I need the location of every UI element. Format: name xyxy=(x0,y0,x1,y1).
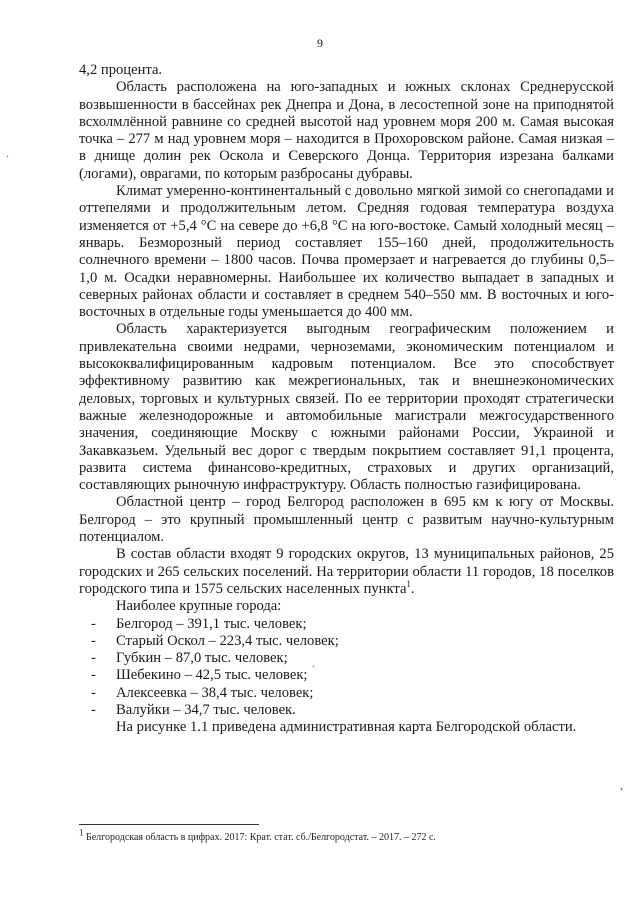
footnote-separator xyxy=(79,824,259,825)
footnote-text: Белгородская область в цифрах. 2017: Крат. стат. сб./Белгородстат. – 2017. – 272 с. xyxy=(86,832,436,843)
paragraph-capital: Областной центр – город Белгород расположен в 695 км к югу от Москвы. Белгород – это крупный промышленный центр с развитым научно-культурным потенциалом. xyxy=(79,494,614,546)
paragraph-economy: Область характеризуется выгодным географическим положением и привлекательна своими недрами, черноземами, экономическим потенциалом и высококвалифицированным кадровым потенциалом. Все это способствует эффективному развитию как межрегиональных, так и внешнеэкономических деловых, торговых и культурных связей. По ее территории проходят стратегически важные железнодорожные и автомобильные магистрали межгосударственного значения, соединяющие Москву с южными районами России, Украиной и Закавказьем. Удельный вес дорог с твердым покрытием составляет 91,1 процента, развита система финансово-кредитных, страховых и других организаций, составляющих рыночную инфраструктуру. Область полностью газифицирована. xyxy=(79,321,614,494)
cities-list xyxy=(79,616,614,720)
scan-artifact-mark: . xyxy=(6,146,9,160)
paragraph-map-reference: На рисунке 1.1 приведена административная карта Белгородской области. xyxy=(116,719,577,736)
footnote xyxy=(79,827,614,844)
paragraph-continuation: 4,2 процента. xyxy=(79,62,163,78)
list-item: - Губкин – 87,0 тыс. человек; xyxy=(79,650,614,667)
list-item: - Валуйки – 34,7 тыс. человек. xyxy=(79,702,614,719)
list-intro: Наиболее крупные города: xyxy=(116,598,282,615)
scan-artifact-mark: . xyxy=(312,656,315,670)
paragraph-climate: Климат умеренно-континентальный с довольно мягкой зимой со снегопадами и оттепелями и продолжительным летом. Средняя годовая температура воздуха изменяется от +5,4 °С на севере до +6,8 °С на юго-востоке. Самый холодный месяц – январь. Безморозный период составляет 155–160 дней, продолжительность солнечного времени – 1800 часов. Почва промерзает и нагревается до глубины 0,5–1,0 м. Осадки неравномерны. Наибольшее их количество выпадает в западных и северных районах области и составляет в среднем 540–550 мм. В восточных и юго-восточных в отдельные годы уменьшается до 400 мм. xyxy=(79,183,614,321)
footnote-number: 1 xyxy=(79,827,84,838)
list-item: - Белгород – 391,1 тыс. человек; xyxy=(79,616,614,633)
paragraph-administration: В состав области входят 9 городских округов, 13 муниципальных районов, 25 городских и 265 сельских поселений. На территории области 11 городов, 18 поселков городского типа и 1575 сельских населенных пункта$^1$. xyxy=(79,546,614,597)
list-item: - Алексеевка – 38,4 тыс. человек; xyxy=(79,685,614,702)
list-item: - Шебекино – 42,5 тыс. человек; xyxy=(79,667,614,684)
scan-artifact-mark: , xyxy=(620,778,623,792)
list-item: - Старый Оскол – 223,4 тыс. человек; xyxy=(79,633,614,650)
paragraph-administration-text: В состав области входят 9 городских округов, 13 муниципальных районов, 25 городских и 265 сельских поселений. На территории области 11 городов, 18 поселков городского типа и 1575 сельских населенных пункта xyxy=(79,546,614,597)
paragraph-geography: Область расположена на юго-западных и южных склонах Среднерусской возвышенности в бассейнах рек Днепра и Дона, в лесостепной зоне на приподнятой всхолмлённой равнине со средней высотой над уровнем моря 200 м. Самая высокая точка – 277 м над уровнем моря – находится в Прохоровском районе. Самая низкая – в днище долин рек Оскола и Северского Донца. Территория изрезана балками (логами), оврагами, по которым разбросаны дубравы. xyxy=(79,79,614,182)
page-number: 9 xyxy=(317,36,323,50)
body-text xyxy=(79,62,614,737)
footnote-reference: 1 xyxy=(406,579,411,590)
